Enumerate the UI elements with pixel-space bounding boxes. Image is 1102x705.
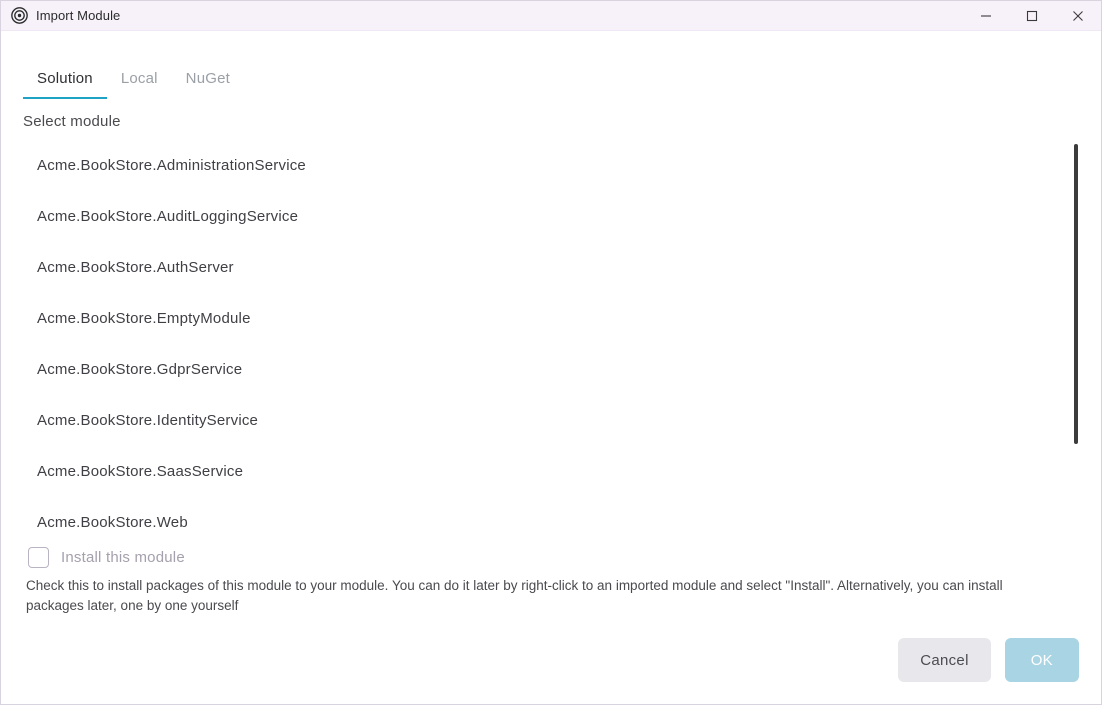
window-title: Import Module: [36, 8, 121, 23]
minimize-icon: [980, 10, 992, 22]
scrollbar-thumb[interactable]: [1074, 144, 1078, 444]
list-item[interactable]: Acme.BookStore.AuthServer: [37, 259, 234, 276]
install-this-module-label[interactable]: Install this module: [61, 549, 185, 566]
tab-bar: [1, 31, 1101, 99]
install-this-module-checkbox[interactable]: [28, 547, 49, 568]
dialog-footer: [1, 531, 1101, 704]
list-item[interactable]: Acme.BookStore.AuditLoggingService: [37, 208, 299, 225]
module-list-container: [1, 140, 1079, 531]
tab-solution[interactable]: Solution: [23, 70, 107, 99]
cancel-button[interactable]: Cancel: [898, 638, 991, 682]
ok-button[interactable]: OK: [1005, 638, 1079, 682]
titlebar: [1, 1, 1101, 31]
module-list[interactable]: [1, 140, 1079, 531]
window-controls: [963, 1, 1101, 31]
minimize-button[interactable]: [963, 1, 1009, 31]
close-icon: [1072, 10, 1084, 22]
close-button[interactable]: [1055, 1, 1101, 31]
maximize-button[interactable]: [1009, 1, 1055, 31]
select-module-label: Select module: [23, 113, 121, 130]
list-item[interactable]: Acme.BookStore.IdentityService: [37, 412, 259, 429]
module-list-scrollbar[interactable]: [1073, 140, 1079, 531]
help-text: Check this to install packages of this module to your module. You can do it later by right-click to an imported module and select "Install". Alternatively, you can install packages later, one by one yourself: [26, 578, 1003, 613]
maximize-icon: [1026, 10, 1038, 22]
list-item[interactable]: Acme.BookStore.Web: [37, 514, 188, 531]
list-item[interactable]: Acme.BookStore.AdministrationService: [37, 157, 306, 174]
action-buttons: [23, 616, 1079, 704]
list-item[interactable]: Acme.BookStore.SaasService: [37, 463, 244, 480]
tab-local[interactable]: Local: [120, 70, 158, 87]
install-module-row: [23, 531, 1079, 576]
list-item[interactable]: Acme.BookStore.EmptyModule: [37, 310, 251, 327]
list-item[interactable]: Acme.BookStore.GdprService: [37, 361, 243, 378]
tab-nuget[interactable]: NuGet: [185, 70, 231, 87]
abp-logo-icon: [11, 7, 28, 24]
